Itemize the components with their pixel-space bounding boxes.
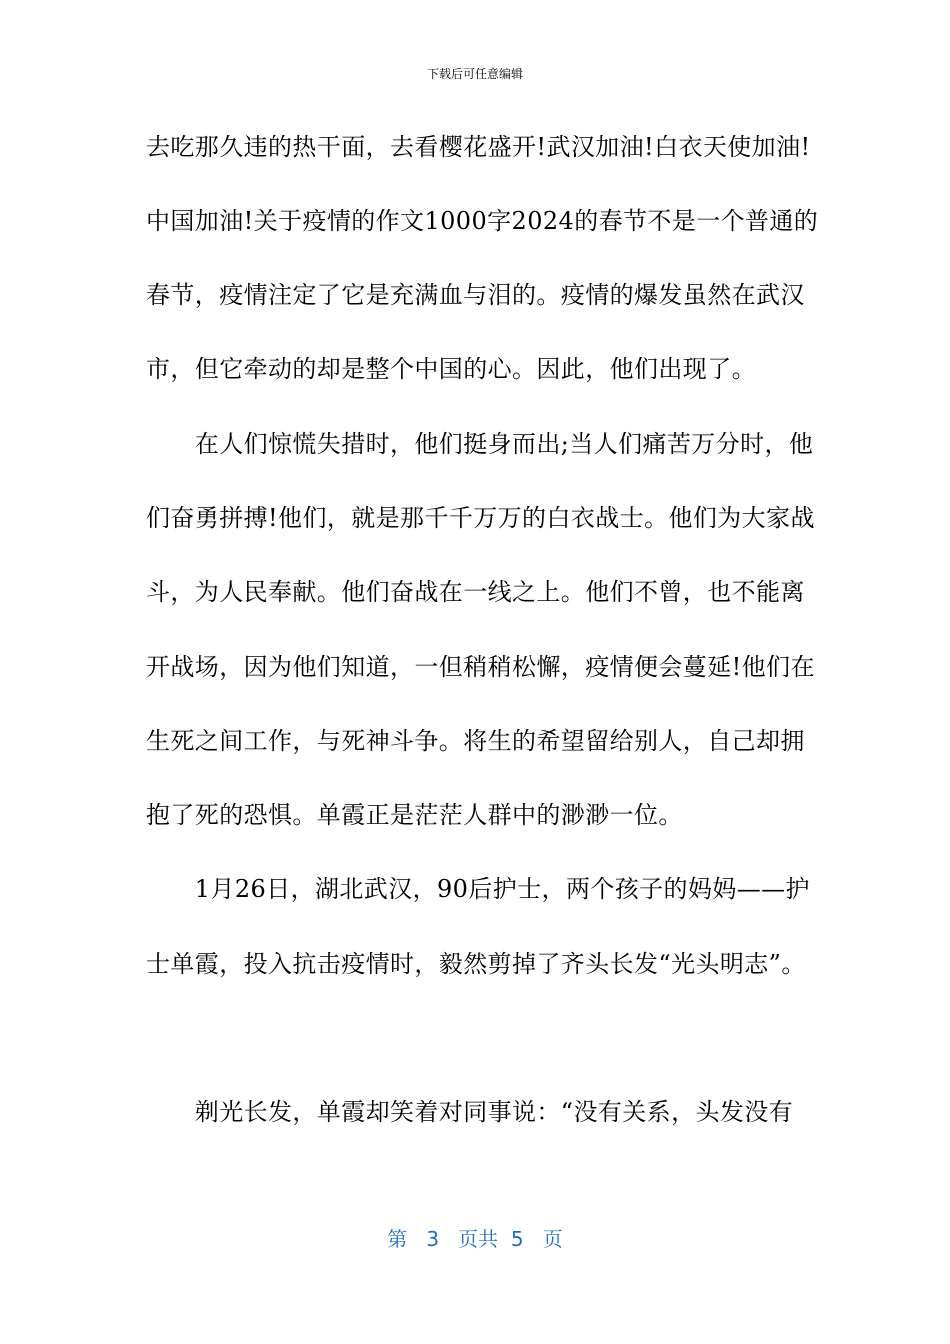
page-footer [0,1226,950,1252]
body-line-12: 士单霞，投入抗击疫情时，毅然剪掉了齐头长发“光头明志”。 [146,950,806,978]
body-line-13: 剃光长发，单霞却笑着对同事说：“没有关系，头发没有 [146,1098,794,1126]
body-line-9: 生死之间工作，与死神斗争。将生的希望留给别人，自己却拥 [146,727,805,755]
page-header: 下载后可任意编辑 [426,67,523,81]
body-line-7: 斗，为人民奉献。他们奋战在一线之上。他们不曾，也不能离 [146,578,805,606]
body-line-10: 抱了死的恐惧。单霞正是茫茫人群中的渺渺一位。 [146,801,683,829]
footer-prefix: 第 [387,1227,408,1251]
body-line-4: 市，但它牵动的却是整个中国的心。因此，他们出现了。 [146,355,756,383]
body-line-3: 春节，疫情注定了它是充满血与泪的。疫情的爆发虽然在武汉 [146,281,805,309]
body-line-2: 中国加油!关于疫情的作文1000字2024的春节不是一个普通的 [146,207,819,235]
body-line-5: 在人们惊慌失措时，他们挺身而出;当人们痛苦万分时，他 [146,430,814,458]
body-line-11: 1月26日，湖北武汉，90后护士，两个孩子的妈妈——护 [146,875,810,903]
body-line-6: 们奋勇拼搏!他们，就是那千千万万的白衣战士。他们为大家战 [146,504,815,532]
footer-suffix: 页 [542,1227,563,1251]
body-line-1: 去吃那久违的热干面，去看樱花盛开!武汉加油!白衣天使加油! [146,133,811,161]
footer-current-page: 3 [426,1227,440,1251]
footer-middle: 页共 [458,1227,499,1251]
body-line-8: 开战场，因为他们知道，一但稍稍松懈，疫情便会蔓延!他们在 [146,653,815,681]
footer-total-pages: 5 [510,1227,524,1251]
